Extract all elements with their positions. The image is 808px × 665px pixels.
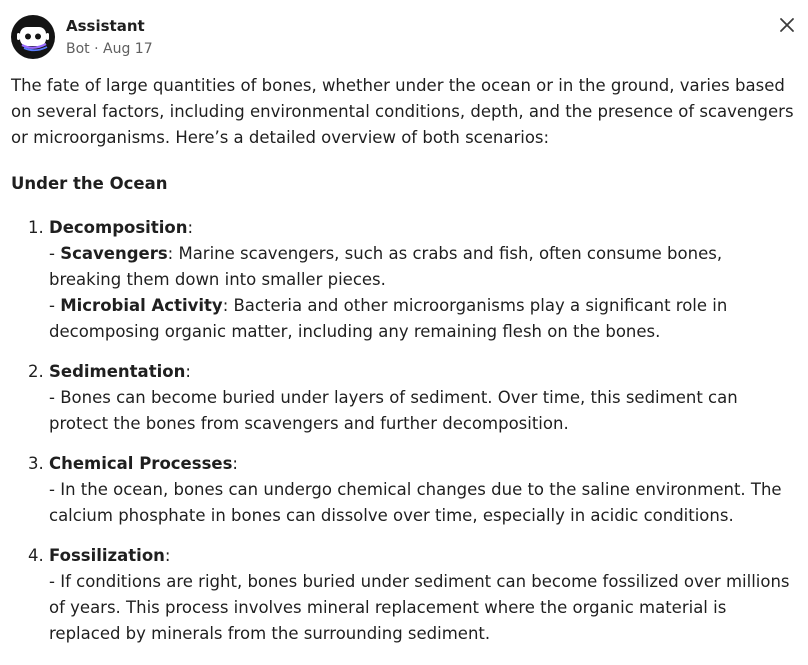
steps-list (11, 215, 796, 647)
intro-paragraph: The fate of large quantities of bones, whether under the ocean or in the ground, varies based on several factors, including environmental conditions, depth, and the presence of scavengers or microorganisms. Here’s a detailed overview of both scenarios: (11, 76, 794, 147)
list-item: 3. Chemical Processes: - In the ocean, bones can undergo chemical changes due to the saline environment. The calcium phosphate in bones can dissolve over time, especially in acidic conditions. (49, 451, 796, 529)
author-name: Assistant (66, 16, 145, 35)
step-detail: - In the ocean, bones can undergo chemical changes due to the saline environment. The calcium phosphate in bones can dissolve over time, especially in acidic conditions. (49, 480, 782, 525)
detail-term: Scavengers (60, 244, 168, 263)
list-item: 4. Fossilization: - If conditions are right, bones buried under sediment can become fossilized over millions of years. This process involves mineral replacement where the organic material is replaced by minerals from the surrounding sediment. (49, 543, 796, 647)
list-item: 2. Sedimentation: - Bones can become buried under layers of sediment. Over time, this sediment can protect the bones from scavengers and further decomposition. (49, 359, 796, 437)
step-title: Fossilization (49, 546, 165, 565)
avatar[interactable] (11, 15, 55, 59)
section-heading: Under the Ocean (11, 174, 168, 193)
step-detail: - Microbial Activity: Bacteria and other microorganisms play a significant role in decomposing organic matter, including any remaining flesh on the bones. (49, 296, 728, 341)
close-icon (776, 14, 798, 36)
byline: Bot · Aug 17 (66, 40, 153, 57)
message-body (11, 73, 796, 661)
close-button[interactable] (776, 14, 798, 36)
step-detail: - Bones can become buried under layers of sediment. Over time, this sediment can protect the bones from scavengers and further decomposition. (49, 388, 738, 433)
step-detail: - If conditions are right, bones buried under sediment can become fossilized over millions of years. This process involves mineral replacement where the organic material is replaced by minerals from the surrounding sediment. (49, 572, 790, 643)
step-detail: - Scavengers: Marine scavengers, such as crabs and fish, often consume bones, breaking them down into smaller pieces. (49, 244, 723, 289)
message-header (11, 14, 153, 60)
list-item: 1. Decomposition: - Scavengers: Marine scavengers, such as crabs and fish, often consume bones, breaking them down into smaller pieces. - Microbial Activity: Bacteria and other microorganisms play a significant role in decomposing organic matter, including any remaining flesh on the bones. (49, 215, 796, 345)
step-title: Sedimentation (49, 362, 186, 381)
detail-term: Microbial Activity (60, 296, 223, 315)
robot-icon (11, 15, 55, 59)
step-title: Chemical Processes (49, 454, 233, 473)
step-title: Decomposition (49, 218, 188, 237)
